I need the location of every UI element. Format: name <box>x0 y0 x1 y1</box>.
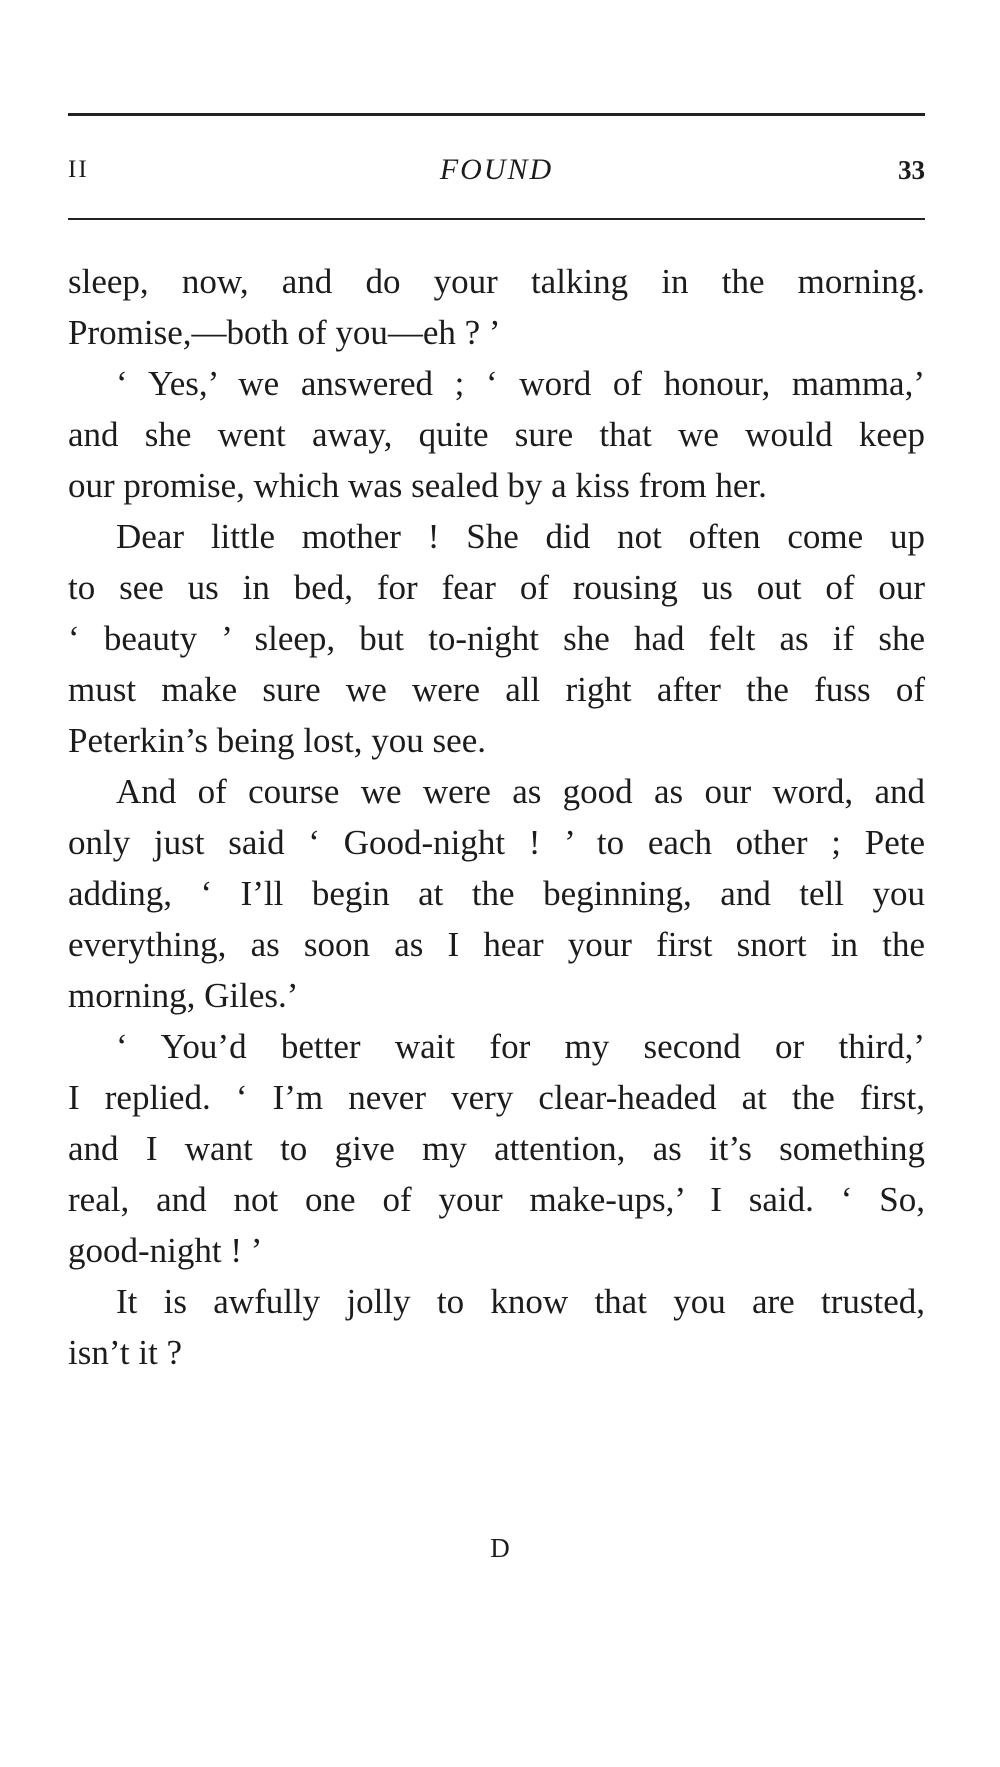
page-number: 33 <box>898 155 925 185</box>
text-line: our promise, which was sealed by a kiss from her. <box>68 466 767 505</box>
text-line: adding, ‘ I’ll begin at the beginning, and tell you <box>68 874 925 913</box>
text-line: And of course we were as good as our word, and <box>116 772 925 811</box>
text-line: Dear little mother ! She did not often come up <box>116 517 925 556</box>
text-line: real, and not one of your make-ups,’ I said. ‘ So, <box>68 1180 925 1219</box>
running-title: FOUND <box>439 153 554 186</box>
text-line: and I want to give my attention, as it’s something <box>68 1129 925 1168</box>
text-line: only just said ‘ Good-night ! ’ to each other ; Pete <box>68 823 925 862</box>
text-line: good-night ! ’ <box>68 1231 263 1270</box>
text-line: to see us in bed, for fear of rousing us out of our <box>68 568 925 607</box>
body-text <box>68 256 925 1378</box>
text-line: ‘ beauty ’ sleep, but to-night she had felt as if she <box>68 619 925 658</box>
text-line: and she went away, quite sure that we would keep <box>68 415 925 454</box>
text-line: isn’t it ? <box>68 1333 183 1372</box>
running-head <box>68 150 925 190</box>
text-line: morning, Giles.’ <box>68 976 299 1015</box>
text-line: sleep, now, and do your talking in the morning. <box>68 262 925 301</box>
text-line: I replied. ‘ I’m never very clear-headed at the first, <box>68 1078 925 1117</box>
text-line: Peterkin’s being lost, you see. <box>68 721 487 760</box>
header-rule-top <box>68 113 925 116</box>
text-line: everything, as soon as I hear your first snort in the <box>68 925 925 964</box>
text-line: ‘ Yes,’ we answered ; ‘ word of honour, mamma,’ <box>116 364 925 403</box>
text-line: Promise,—both of you—eh ? ’ <box>68 313 501 352</box>
header-rule-bottom <box>68 218 925 220</box>
text-line: It is awfully jolly to know that you are trusted, <box>116 1282 925 1321</box>
chapter-number: II <box>68 156 89 183</box>
signature-mark: D <box>490 1533 510 1563</box>
text-line: must make sure we were all right after the fuss of <box>68 670 925 709</box>
text-line: ‘ You’d better wait for my second or third,’ <box>116 1027 925 1066</box>
